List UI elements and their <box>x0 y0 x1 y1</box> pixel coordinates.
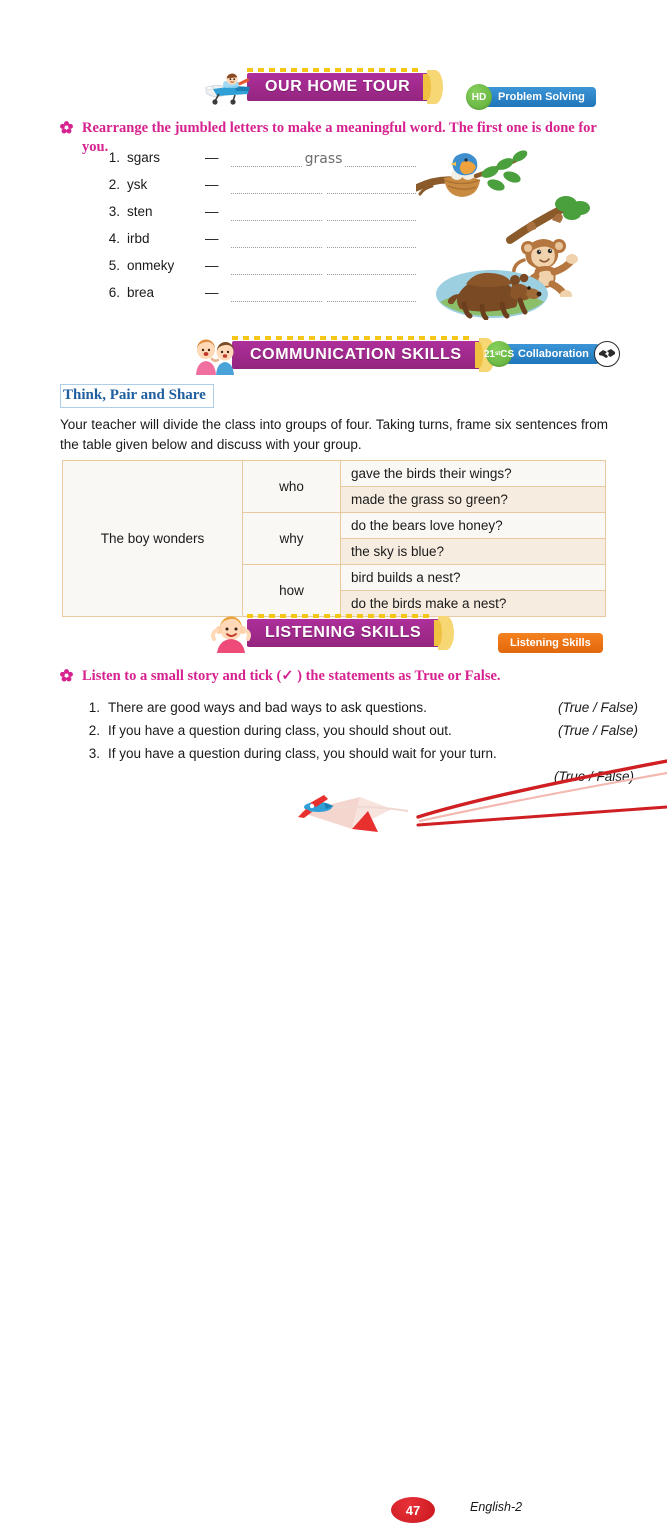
badge-circle-text: 21 <box>483 348 495 360</box>
jumble-row <box>100 258 416 285</box>
tf-item-text: If you have a question during class, you should wait for your turn. <box>108 746 497 761</box>
jumble-item-number: 3. <box>108 204 120 219</box>
boy-listening-illustration <box>205 613 257 653</box>
tf-item-text: There are good ways and bad ways to ask questions. <box>108 700 427 715</box>
children-talking-illustration <box>190 335 242 375</box>
banner-plate-home-tour <box>247 73 436 101</box>
sentence-frame-table <box>62 460 606 617</box>
handshake-icon <box>594 341 620 367</box>
table-cell-phrase: do the bears love honey? <box>341 513 606 539</box>
jumble-answer-blank[interactable] <box>231 258 416 275</box>
flower-bullet-icon <box>60 667 73 688</box>
banner-plate-communication <box>232 341 488 369</box>
jumble-item-word: ysk <box>127 177 148 192</box>
banner-communication <box>190 340 495 370</box>
jumble-item-word: onmeky <box>127 258 175 273</box>
think-pair-share-paragraph: Your teacher will divide the class into groups of four. Taking turns, frame six sentences from the table given below and discuss with your group. <box>60 417 608 452</box>
badge-circle-21st-cs <box>483 341 515 367</box>
banner-ribbon-tail <box>427 70 443 104</box>
tf-item-number: 1. <box>88 700 100 715</box>
banner-plate-listening <box>247 619 447 647</box>
jumble-item-dash: — <box>205 204 219 219</box>
jumble-answer-text <box>322 205 326 221</box>
table-cell-phrase: the sky is blue? <box>341 539 606 565</box>
table-cell-phrase: gave the birds their wings? <box>341 461 606 487</box>
table-cell-phrase: bird builds a nest? <box>341 565 606 591</box>
table-cell-phrase: do the birds make a nest? <box>341 591 606 617</box>
jumble-item-number: 5. <box>108 258 120 273</box>
instruction-listening <box>60 667 612 688</box>
jumble-item-dash: — <box>205 150 219 165</box>
page-number-badge: 47 <box>391 1497 435 1523</box>
instruction-jumble-text: Rearrange the jumbled letters to make a meaningful word. The first one is done for you. <box>82 120 597 155</box>
jumble-row <box>100 231 416 258</box>
table-cell-question-word: who <box>243 461 341 513</box>
banner-ribbon-tail <box>438 616 454 650</box>
table-cell-phrase: made the grass so green? <box>341 487 606 513</box>
book-title-label: English-2 <box>470 1500 523 1514</box>
jumble-row <box>100 150 416 177</box>
jumble-row <box>100 204 416 231</box>
think-pair-share-heading: Think, Pair and Share <box>60 384 214 408</box>
section-banner-communication <box>190 340 495 370</box>
skill-badge-collaboration <box>483 341 620 367</box>
table-cell-subject: The boy wonders <box>63 461 243 617</box>
jumble-item-number: 4. <box>108 231 120 246</box>
jumble-answer-blank[interactable] <box>231 285 416 302</box>
badge-tag-collaboration: Collaboration <box>504 344 600 364</box>
jumble-item-word: brea <box>127 285 155 300</box>
skill-badge-listening <box>498 633 603 653</box>
flower-bullet-icon <box>60 119 73 157</box>
jumble-answer-blank[interactable] <box>231 150 416 167</box>
badge-circle-tail: CS <box>500 348 515 360</box>
tf-item-text: If you have a question during class, you should shout out. <box>108 723 452 738</box>
badge-circle-hd: HD <box>466 84 492 110</box>
page-footer <box>0 737 667 1518</box>
banner-listening <box>205 618 454 648</box>
table-cell-question-word: how <box>243 565 341 617</box>
jumble-answer-text <box>322 259 326 275</box>
jumble-answer-blank[interactable] <box>231 177 416 194</box>
badge-tag-listening-skills: Listening Skills <box>498 633 603 653</box>
brown-bear-illustration <box>436 258 548 325</box>
tf-item-number: 3. <box>88 746 100 761</box>
jumble-item-word: sten <box>127 204 153 219</box>
jumble-item-number: 6. <box>108 285 120 300</box>
jumble-row <box>100 177 416 204</box>
banner-label-communication: COMMUNICATION SKILLS <box>250 346 462 363</box>
instruction-listening-text: Listen to a small story and tick (✓ ) the statements as True or False. <box>82 668 501 684</box>
banner-label-home-tour: OUR HOME TOUR <box>265 78 411 95</box>
table-cell-question-word: why <box>243 513 341 565</box>
list-item <box>78 696 638 719</box>
jumble-answer-text <box>322 232 326 248</box>
jumble-item-dash: — <box>205 258 219 273</box>
badge-circle-sup: st <box>494 351 501 357</box>
jumble-item-word: irbd <box>127 231 150 246</box>
jumble-answer-blank[interactable] <box>231 204 416 221</box>
jumble-item-dash: — <box>205 177 219 192</box>
badge-tag-problem-solving: Problem Solving <box>484 87 596 107</box>
tf-item-number: 2. <box>88 723 100 738</box>
tf-item-answer-options[interactable]: (True / False) <box>553 769 634 784</box>
section-banner-home-tour <box>205 72 443 102</box>
banner-home-tour <box>205 72 443 102</box>
tf-item-answer-options[interactable]: (True / False) <box>557 723 638 738</box>
jumble-word-list <box>100 150 416 312</box>
jumble-item-number: 2. <box>108 177 120 192</box>
jumble-item-dash: — <box>205 231 219 246</box>
jumble-item-word: sgars <box>127 150 161 165</box>
jumble-answer-text: grass <box>304 151 343 167</box>
boy-in-airplane-illustration <box>205 67 257 107</box>
banner-label-listening: LISTENING SKILLS <box>265 624 422 641</box>
jumble-item-dash: — <box>205 285 219 300</box>
section-banner-listening <box>205 618 454 648</box>
jumble-answer-text <box>322 178 326 194</box>
jumble-answer-blank[interactable] <box>231 231 416 248</box>
jumble-item-number: 1. <box>108 150 120 165</box>
jumble-row <box>100 285 416 312</box>
skill-badge-problem-solving <box>466 84 596 110</box>
tf-item-answer-options[interactable]: (True / False) <box>557 700 638 715</box>
table-row <box>63 461 606 487</box>
jumble-answer-text <box>322 286 326 302</box>
